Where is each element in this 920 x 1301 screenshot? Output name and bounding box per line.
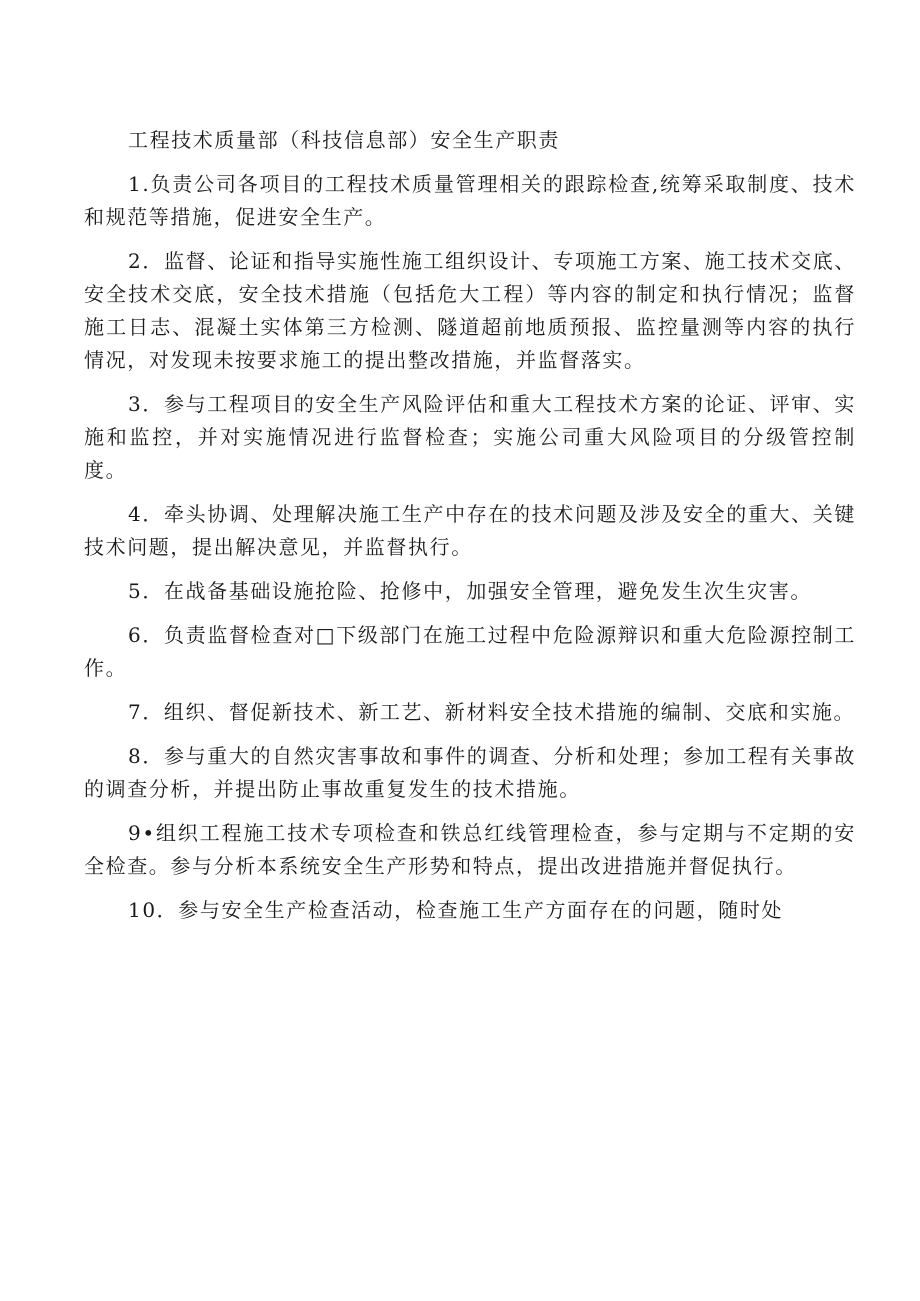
paragraph-7: 7．组织、督促新技术、新工艺、新材料安全技术措施的编制、交底和实施。 [128, 700, 856, 724]
paragraph-1: 1.负责公司各项目的工程技术质量管理相关的跟踪检查,统筹采取制度、技术和规范等措施，促进安全生产。 [84, 172, 856, 229]
paragraph-6: 6．负责监督检查对□下级部门在施工过程中危险源辩识和重大危险源控制工作。 [84, 623, 856, 680]
document-body [84, 124, 856, 938]
document-title: 工程技术质量部（科技信息部）安全生产职责 [128, 128, 560, 152]
paragraph-9: 9•组织工程施工技术专项检查和铁总红线管理检查，参与定期与不定期的安全检查。参与分析本系统安全生产形势和特点，提出改进措施并督促执行。 [84, 821, 856, 878]
paragraph-4: 4．牵头协调、处理解决施工生产中存在的技术问题及涉及安全的重大、关键技术问题，提出解决意见，并监督执行。 [84, 502, 856, 559]
paragraph-5: 5．在战备基础设施抢险、抢修中，加强安全管理，避免发生次生灾害。 [128, 579, 812, 603]
paragraph-2: 2．监督、论证和指导实施性施工组织设计、专项施工方案、施工技术交底、安全技术交底，安全技术措施（包括危大工程）等内容的制定和执行情况；监督施工日志、混凝土实体第三方检测、隧道超前地质预报、监控量测等内容的执行情况，对发现未按要求施工的提出整改措施，并监督落实。 [84, 249, 856, 372]
paragraph-8: 8．参与重大的自然灾害事故和事件的调查、分析和处理；参加工程有关事故的调查分析，并提出防止事故重复发生的技术措施。 [84, 744, 856, 801]
paragraph-10: 10．参与安全生产检查活动，检查施工生产方面存在的问题，随时处 [128, 898, 784, 922]
paragraph-3: 3．参与工程项目的安全生产风险评估和重大工程技术方案的论证、评审、实施和监控，并对实施情况进行监督检查；实施公司重大风险项目的分级管控制度。 [84, 392, 856, 482]
